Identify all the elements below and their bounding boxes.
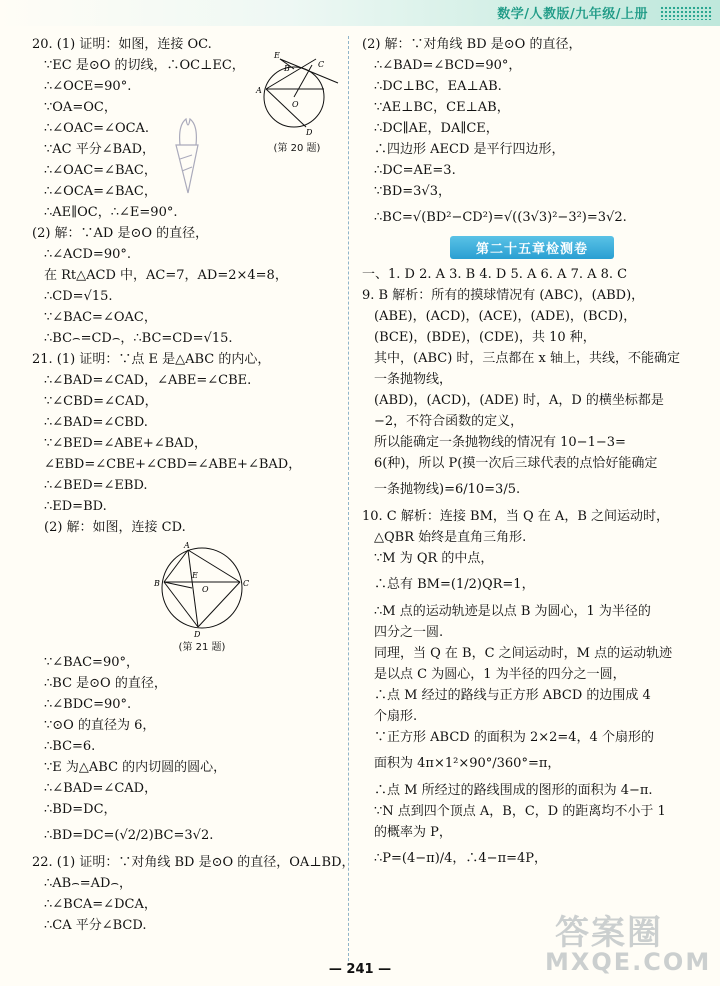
q21-line: 21. (1) 证明：∵点 E 是△ABC 的内心， xyxy=(32,352,271,367)
q9-line: (ABD)，(ACD)，(ADE) 时，A，D 的横坐标都是 xyxy=(374,393,664,408)
right-column xyxy=(362,34,702,875)
q10-line: ∴点 M 经过的路线与正方形 ABCD 的边围成 4 xyxy=(374,688,651,703)
q9-line: 所以能确定一条抛物线的情况有 10−1−3= xyxy=(374,435,626,450)
fig20-label-b: B xyxy=(284,64,290,73)
q10-line: ∵M 为 QR 的中点， xyxy=(374,551,494,566)
q20-line: ∴AE∥OC，∴∠E=90°. xyxy=(44,205,178,220)
q21-line: ∠EBD=∠CBE+∠CBD=∠ABE+∠BAD， xyxy=(44,457,302,472)
q10-line: 是以点 C 为圆心，1 为半径的四分之一圆， xyxy=(374,667,626,682)
q20-line: ∴∠ACD=90°. xyxy=(44,247,131,262)
watermark-logo: 答案圈 xyxy=(555,913,663,953)
figure-21 xyxy=(32,538,342,652)
q20-line: ∴BC⌢=CD⌢，∴BC=CD=√15. xyxy=(44,331,233,346)
fig20-label-c: C xyxy=(318,60,325,69)
breadcrumb: 数学/人教版/九年级/上册 xyxy=(497,7,648,22)
q21-line: ∵∠BED=∠ABE+∠BAD， xyxy=(44,436,207,451)
figure-20-caption: (第 20 题) xyxy=(273,143,321,154)
q9-line: −2，不符合函数的定义， xyxy=(374,414,524,429)
q10-line: ∴总有 BM=(1/2)QR=1， xyxy=(374,577,535,592)
q20-line: ∴∠OCA=∠BAC， xyxy=(44,184,157,199)
column-divider xyxy=(348,36,349,966)
fig21-label-c: C xyxy=(243,579,250,588)
figure-20 xyxy=(254,49,340,154)
q21-line: ∴∠BAD=∠CAD， xyxy=(44,781,158,796)
q21-line: ∴BD=DC， xyxy=(44,802,117,817)
mc-answers: 一、1. D 2. A 3. B 4. D 5. A 6. A 7. A 8. C xyxy=(362,267,628,282)
q22b-line: ∴DC∥AE，DA∥CE， xyxy=(374,121,499,136)
q21-line: ∵∠CBD=∠CAD， xyxy=(44,394,158,409)
q22b-line: (2) 解：∵对角线 BD 是⊙O 的直径， xyxy=(362,37,582,52)
q9-line: (ABE)，(ACD)，(ACE)，(ADE)，(BCD)， xyxy=(374,309,637,324)
fig21-label-b: B xyxy=(154,579,160,588)
q9-line: 9. B 解析：所有的摸球情况有 (ABC)，(ABD)， xyxy=(362,288,645,303)
fig20-label-a: A xyxy=(256,86,262,95)
q10-line: 个扇形. xyxy=(374,709,418,724)
q21-line: ∴BD=DC=(√2/2)BC=3√2. xyxy=(44,828,214,843)
q22-line: 22. (1) 证明：∵对角线 BD 是⊙O 的直径，OA⊥BD， xyxy=(32,855,355,870)
q22b-line: ∵BD=3√3， xyxy=(374,184,451,199)
q22-line: ∴∠BCA=∠DCA， xyxy=(44,897,157,912)
figure-21-caption: (第 21 题) xyxy=(178,642,226,653)
page-number: — 241 — xyxy=(328,962,392,977)
fig21-label-o: O xyxy=(202,585,209,594)
q9-line: 其中，(ABC) 时，三点都在 x 轴上，共线，不能确定 xyxy=(374,351,681,366)
q20-line: ∵AC 平分∠BAD， xyxy=(44,142,155,157)
q10-line: ∴点 M 所经过的路线围成的图形的面积为 4−π. xyxy=(374,783,653,798)
circle-diagram-20 xyxy=(254,49,340,135)
q10-line: 同理，当 Q 在 B，C 之间运动时，M 点的运动轨迹 xyxy=(374,646,673,661)
q20-line: ∴∠OAC=∠BAC， xyxy=(44,163,157,178)
fig21-label-d: D xyxy=(194,630,201,638)
fig20-label-o: O xyxy=(292,100,299,109)
q10-line: 10. C 解析：连接 BM，当 Q 在 A，B 之间运动时， xyxy=(362,509,670,524)
q10-line: 的概率为 P， xyxy=(374,825,452,840)
header-dot-pattern xyxy=(660,6,712,20)
fig20-label-d: D xyxy=(306,128,313,135)
q20-line: ∵∠BAC=∠OAC， xyxy=(44,310,157,325)
q20-line: ∴∠OAC=∠OCA. xyxy=(44,121,150,136)
q22-line: ∴AB⌢=AD⌢， xyxy=(44,876,133,891)
q10-line: ∴P=(4−π)/4，∴4−π=4P， xyxy=(374,851,548,866)
section-title-wrap xyxy=(362,236,702,260)
q22b-line: ∴∠BAD=∠BCD=90°， xyxy=(374,58,522,73)
q21-line: ∴∠BDC=90°. xyxy=(44,697,132,712)
q10-line: ∴M 点的运动轨迹是以点 B 为圆心，1 为半径的 xyxy=(374,604,651,619)
q20-line: ∵EC 是⊙O 的切线，∴OC⊥EC， xyxy=(44,58,245,73)
q20-line: 在 Rt△ACD 中，AC=7，AD=2×4=8， xyxy=(44,268,288,283)
q21-line: ∵⊙O 的直径为 6， xyxy=(44,718,156,733)
q21-line: ∴ED=BD. xyxy=(44,499,107,514)
q22-line: ∴CA 平分∠BCD. xyxy=(44,918,147,933)
q22b-line: ∴DC⊥BC，EA⊥AB. xyxy=(374,79,502,94)
q21-line: ∵∠BAC=90°， xyxy=(44,655,139,670)
q9-line: 一条抛物线， xyxy=(374,372,453,387)
section-title: 第二十五章检测卷 xyxy=(450,236,614,259)
q22b-line: ∴DC=AE=3. xyxy=(374,163,456,178)
q9-line: 6(种)，所以 P(摸一次后三球代表的点恰好能确定 xyxy=(374,456,658,471)
q22b-line: ∵AE⊥BC，CE⊥AB， xyxy=(374,100,510,115)
left-column xyxy=(32,34,355,936)
q22b-line: ∴BC=√(BD²−CD²)=√((3√3)²−3²)=3√2. xyxy=(374,210,627,225)
q21-line: ∴∠BAD=∠CAD，∠ABE=∠CBE. xyxy=(44,373,252,388)
circle-diagram-21 xyxy=(152,538,252,638)
q21-line: ∴BC=6. xyxy=(44,739,96,754)
q21-line: ∴∠BED=∠EBD. xyxy=(44,478,148,493)
q10-line: ∵N 点到四个顶点 A，B，C，D 的距离均不小于 1 xyxy=(374,804,666,819)
watermark-url: MXQE.COM xyxy=(545,948,712,976)
carrot-stamp-icon xyxy=(168,115,208,195)
q20-line: 20. (1) 证明：如图，连接 OC. xyxy=(32,37,212,52)
q20-line: ∵OA=OC， xyxy=(44,100,117,115)
q21-line: ∴∠BAD=∠CBD. xyxy=(44,415,148,430)
q9-line: 一条抛物线)=6/10=3/5. xyxy=(374,482,521,497)
q21-line: ∵E 为△ABC 的内切圆的圆心， xyxy=(44,760,227,775)
q21-line: (2) 解：如图，连接 CD. xyxy=(44,520,186,535)
q10-line: △QBR 始终是直角三角形. xyxy=(374,530,527,545)
q10-line: ∵正方形 ABCD 的面积为 2×2=4，4 个扇形的 xyxy=(374,730,654,745)
q20-line: ∴CD=√15. xyxy=(44,289,113,304)
fig21-label-a: A xyxy=(184,541,190,550)
q10-line: 四分之一圆. xyxy=(374,625,444,640)
q10-line: 面积为 4π×1²×90°/360°=π， xyxy=(374,756,561,771)
q22b-line: ∴四边形 AECD 是平行四边形， xyxy=(374,142,565,157)
header-band xyxy=(0,0,720,26)
fig20-label-e: E xyxy=(274,51,280,60)
fig21-label-e: E xyxy=(192,571,198,580)
q20-line: (2) 解：∵AD 是⊙O 的直径， xyxy=(32,226,209,241)
q20-line: ∴∠OCE=90°. xyxy=(44,79,132,94)
q21-line: ∴BC 是⊙O 的直径， xyxy=(44,676,167,691)
q9-line: (BCE)，(BDE)，(CDE)，共 10 种， xyxy=(374,330,596,345)
